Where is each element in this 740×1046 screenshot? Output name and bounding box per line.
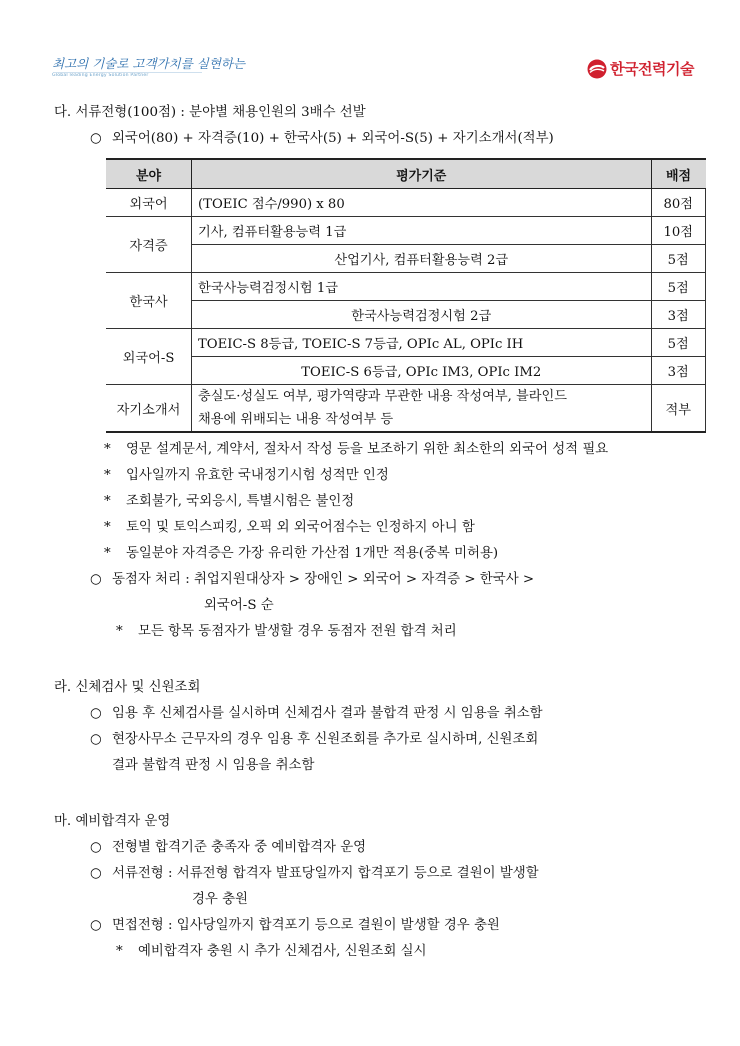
note-text: 예비합격자 충원 시 추가 신체검사, 신원조회 실시 [138,944,427,959]
kepco-logo-icon [587,59,607,79]
bullet-item [54,727,714,753]
bullet-item-continued: 경우 충원 [192,892,248,907]
table-row [106,189,706,217]
score-cell: 5점 [651,329,706,357]
note-text: 모든 항목 동점자가 발생할 경우 동점자 전원 합격 처리 [138,624,457,639]
bullet-marker: ○ [90,572,102,587]
page-header [0,0,740,95]
score-cell: 3점 [651,301,706,329]
company-slogan [52,54,245,78]
bullet-item-continued: 결과 불합격 판정 시 임용을 취소함 [112,758,315,773]
bullet-marker: ○ [90,131,102,146]
bullet-item [54,835,714,861]
criteria-cell: (TOEIC 점수/990) x 80 [192,189,652,217]
tie-note [54,619,714,645]
note-marker: * [104,442,111,457]
slogan-subtext: Global leading Energy Solution Partner [52,73,149,78]
score-cell: 5점 [651,245,706,273]
table-row [106,385,706,433]
table-header-row [106,159,706,189]
note-item [54,463,714,489]
note-item [54,489,714,515]
criteria-cell: 산업기사, 컴퓨터활용능력 2급 [192,245,652,273]
score-cell: 적부 [651,385,706,433]
bullet-marker: ○ [90,706,102,721]
table-row [106,357,706,385]
note-marker: * [104,494,111,509]
note-text: 조회불가, 국외응시, 특별시험은 불인정 [126,494,355,509]
note-item [54,437,714,463]
note-marker: * [116,624,123,639]
category-cell: 외국어-S [106,329,192,385]
bullet-item [54,701,714,727]
note-marker: * [116,944,123,959]
section-da-title: 다. 서류전형(100점) : 분야별 채용인원의 3배수 선발 [54,105,366,120]
bullet-marker: ○ [90,840,102,855]
header-score: 배점 [651,159,706,189]
table-row [106,217,706,245]
scoring-table [106,158,706,433]
tie-rule-continued: 외국어-S 순 [204,598,274,613]
table-row [106,329,706,357]
note-marker: * [104,546,111,561]
note-marker: * [104,520,111,535]
tie-rule [54,567,714,593]
criteria-line: 채용에 위배되는 내용 작성여부 등 [198,412,394,427]
category-cell: 자기소개서 [106,385,192,433]
category-cell: 외국어 [106,189,192,217]
bullet-marker: ○ [90,732,102,747]
company-logo [587,58,694,79]
note-text: 입사일까지 유효한 국내정기시험 성적만 인정 [126,468,389,483]
criteria-cell: 한국사능력검정시험 1급 [192,273,652,301]
bullet-text: 전형별 합격기준 충족자 중 예비합격자 운영 [112,840,367,855]
bullet-item [54,861,714,887]
section-ra-title: 라. 신체검사 및 신원조회 [54,680,201,695]
slogan-text: 최고의 기술로 고객가치를 실현하는 [52,56,246,71]
table-row [106,273,706,301]
section-ma-title: 마. 예비합격자 운영 [54,814,171,829]
logo-text: 한국전력기술 [610,60,694,78]
scoring-formula [54,126,714,152]
header-category: 분야 [106,159,192,189]
bullet-text: 서류전형 : 서류전형 합격자 발표당일까지 합격포기 등으로 결원이 발생할 [112,866,539,881]
bullet-marker: ○ [90,866,102,881]
criteria-line: 충실도·성실도 여부, 평가역량과 무관한 내용 작성여부, 블라인드 [198,389,567,404]
note-item [54,939,714,965]
tie-rule-text: 동점자 처리 : 취업지원대상자 > 장애인 > 외국어 > 자격증 > 한국사 > [112,572,535,587]
bullet-text: 현장사무소 근무자의 경우 임용 후 신원조회를 추가로 실시하며, 신원조회 [112,732,539,747]
category-cell: 한국사 [106,273,192,329]
header-criteria: 평가기준 [192,159,652,189]
bullet-marker: ○ [90,918,102,933]
score-cell: 10점 [651,217,706,245]
score-cell: 5점 [651,273,706,301]
table-row [106,301,706,329]
criteria-cell: 한국사능력검정시험 2급 [192,301,652,329]
table-row [106,245,706,273]
criteria-cell: 기사, 컴퓨터활용능력 1급 [192,217,652,245]
note-item [54,541,714,567]
slogan-underline [54,72,202,73]
score-cell: 3점 [651,357,706,385]
bullet-text: 임용 후 신체검사를 실시하며 신체검사 결과 불합격 판정 시 임용을 취소함 [112,706,543,721]
criteria-cell: TOEIC-S 8등급, TOEIC-S 7등급, OPIc AL, OPIc IH [192,329,652,357]
note-item [54,515,714,541]
criteria-cell [192,385,652,433]
document-body [54,100,714,965]
note-text: 토익 및 토익스피킹, 오픽 외 외국어점수는 인정하지 아니 함 [126,520,475,535]
bullet-text: 면접전형 : 입사당일까지 합격포기 등으로 결원이 발생할 경우 충원 [112,918,500,933]
formula-text: 외국어(80) + 자격증(10) + 한국사(5) + 외국어-S(5) + 자기소개서(적부) [112,131,554,146]
note-text: 영문 설계문서, 계약서, 절차서 작성 등을 보조하기 위한 최소한의 외국어 성적 필요 [126,442,609,457]
category-cell: 자격증 [106,217,192,273]
bullet-item [54,913,714,939]
score-cell: 80점 [651,189,706,217]
note-text: 동일분야 자격증은 가장 유리한 가산점 1개만 적용(중복 미허용) [126,546,499,561]
note-marker: * [104,468,111,483]
criteria-cell: TOEIC-S 6등급, OPIc IM3, OPIc IM2 [192,357,652,385]
